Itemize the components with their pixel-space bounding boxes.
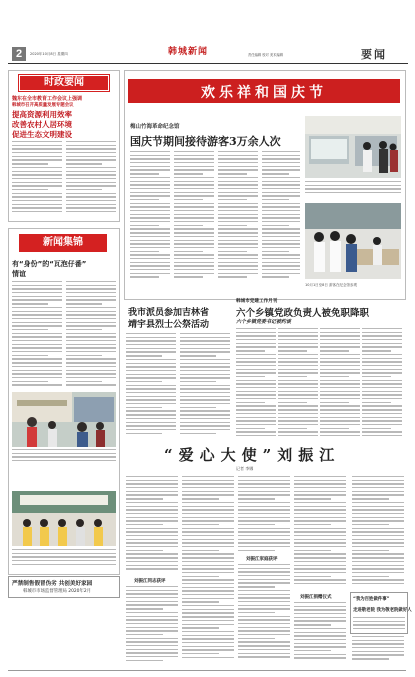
love-body-5 <box>352 476 404 588</box>
love-subhead-1: 刘振江同志获评 <box>134 579 166 584</box>
love-body-4b <box>294 602 346 664</box>
divider-bottom <box>8 670 406 671</box>
feature-photo-2-image <box>305 203 401 279</box>
news-head: 有“身份”的“瓦泡仔番” <box>12 260 87 268</box>
feature-banner-text: 欢乐祥和国庆节 <box>201 85 327 101</box>
date-line: 2020年10月8日 星期四 <box>30 52 68 56</box>
feature-body-1 <box>130 151 170 283</box>
volunteer-box <box>350 592 412 634</box>
love-byline: 记者 李娜 <box>236 466 254 471</box>
feature-section <box>124 70 406 300</box>
feature-photo-2 <box>305 203 401 279</box>
love-subhead-3: 刘振江捐赠仪式 <box>300 595 332 600</box>
martyrs-head-line-2: 靖宇县烈士公祭活动 <box>128 320 210 330</box>
volunteer-box-head: 走进敬老院 我为敬老院做好人 <box>353 608 412 613</box>
dismissal-body-1 <box>236 328 276 438</box>
politics-body-left <box>12 141 62 217</box>
news-photo-1 <box>12 392 116 447</box>
feature-photo-1-caption <box>305 181 401 199</box>
news-photo-2-caption <box>12 549 116 569</box>
feature-body-2 <box>174 151 214 283</box>
love-body-4 <box>294 476 346 590</box>
tiny-info: 责任编辑 校对 美术编辑 <box>248 53 284 57</box>
feature-banner <box>128 79 400 103</box>
love-body-1 <box>126 476 178 574</box>
politics-head-3: 提高资源利用效率 <box>12 110 72 119</box>
feature-kicker: 梅山竹海革命纪念馆 <box>130 124 180 130</box>
politics-head-2: 韩城市召开高质量发展专题会议 <box>12 103 74 108</box>
news-photo-2 <box>12 491 116 546</box>
dismissal-body-4 <box>362 328 402 438</box>
martyrs-article <box>124 303 232 438</box>
martyrs-body-right <box>180 333 230 436</box>
paper-name: 韩城新闻 <box>168 47 209 57</box>
feature-body-3 <box>218 151 258 283</box>
news-box <box>8 228 120 575</box>
section-name: 要闻 <box>361 48 387 61</box>
news-body-left <box>12 281 62 389</box>
politics-head-1: 魏东在全市教育工作会议上强调 <box>12 96 83 102</box>
politics-box-title: 时政要闻 <box>19 75 109 91</box>
feature-photo-caption: 10月1日至8日 游客在纪念馆参观 <box>305 283 358 287</box>
dismissal-article <box>234 298 404 440</box>
dismissal-body-2 <box>278 328 318 438</box>
dismissal-body-3 <box>320 328 360 438</box>
politics-body-right <box>66 141 116 217</box>
love-subhead-2: 刘振江家庭获评 <box>246 557 278 562</box>
feature-photo-1-image <box>305 116 401 178</box>
feature-body-4 <box>262 151 300 283</box>
feature-headline: 国庆节期间接待游客3万余人次 <box>130 135 281 148</box>
ad-line-2: 韩城市市场监督管理局 2020年2月 <box>23 589 92 594</box>
news-photo-1-caption <box>12 449 116 463</box>
love-ambassador-section <box>124 444 412 666</box>
love-body-1b <box>126 586 178 664</box>
masthead <box>8 44 408 64</box>
politics-head-4: 改善农村人居环境 <box>12 120 72 129</box>
news-box-title: 新闻集锦 <box>19 234 107 252</box>
bottom-ad <box>8 576 120 598</box>
love-body-5b <box>352 636 404 664</box>
love-body-3 <box>238 476 290 554</box>
volunteer-box-title: “我为百姓做件事” <box>353 597 390 602</box>
dismissal-kicker: 韩城市党建工作月刊 <box>236 299 278 304</box>
feature-photo-1 <box>305 116 401 178</box>
news-photo-1-image <box>12 392 116 447</box>
martyrs-head-line-1: 我市派员参加吉林省 <box>128 308 210 318</box>
politics-head-5: 促进生态文明建设 <box>12 130 72 139</box>
ad-line-1: 严禁制售假冒伪劣 共创美好家园 <box>12 581 93 587</box>
page-number: 2 <box>12 47 26 61</box>
dismissal-headline: 六个乡镇党政负责人被免职降职 <box>236 308 370 319</box>
volunteer-box-body <box>353 617 405 631</box>
politics-box <box>8 70 120 222</box>
martyrs-body-left <box>126 333 176 436</box>
news-body-right <box>66 281 116 389</box>
love-body-3b <box>238 564 290 664</box>
love-body-2 <box>182 476 234 664</box>
dismissal-subhead: 六个乡镇党委书记被约谈 <box>236 319 292 325</box>
news-photo-2-image <box>12 491 116 546</box>
love-title: “爱心大使”刘振江 <box>164 446 341 464</box>
news-sub: 情谊 <box>12 270 26 278</box>
